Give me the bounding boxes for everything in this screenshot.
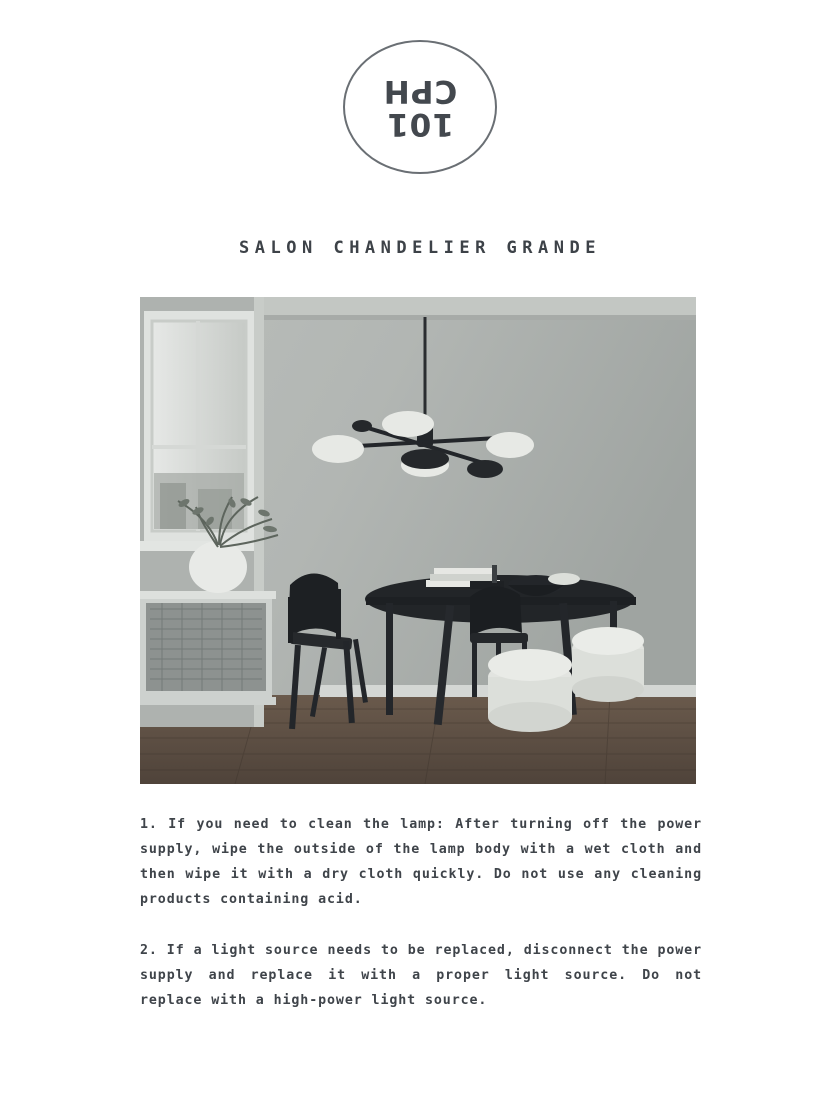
page-title: SALON CHANDELIER GRANDE bbox=[239, 238, 601, 258]
product-photo bbox=[140, 297, 696, 784]
instruction-paragraph-2: 2. If a light source needs to be replaced, disconnect the power supply and replace it with a proper light source. Do not replace with a high-power light source. bbox=[140, 943, 702, 1008]
logo-circle-icon bbox=[343, 40, 497, 174]
instruction-paragraph-1: 1. If you need to clean the lamp: After turning off the power supply, wipe the outside of the lamp body with a wet cloth and then wipe it with a dry cloth quickly. Do not use any cleaning products containing acid. bbox=[140, 817, 702, 907]
logo-line-2: CPH bbox=[382, 73, 458, 109]
dining-room-illustration bbox=[140, 297, 696, 784]
brand-logo bbox=[0, 40, 840, 174]
logo-line-1: 101 bbox=[386, 105, 454, 142]
